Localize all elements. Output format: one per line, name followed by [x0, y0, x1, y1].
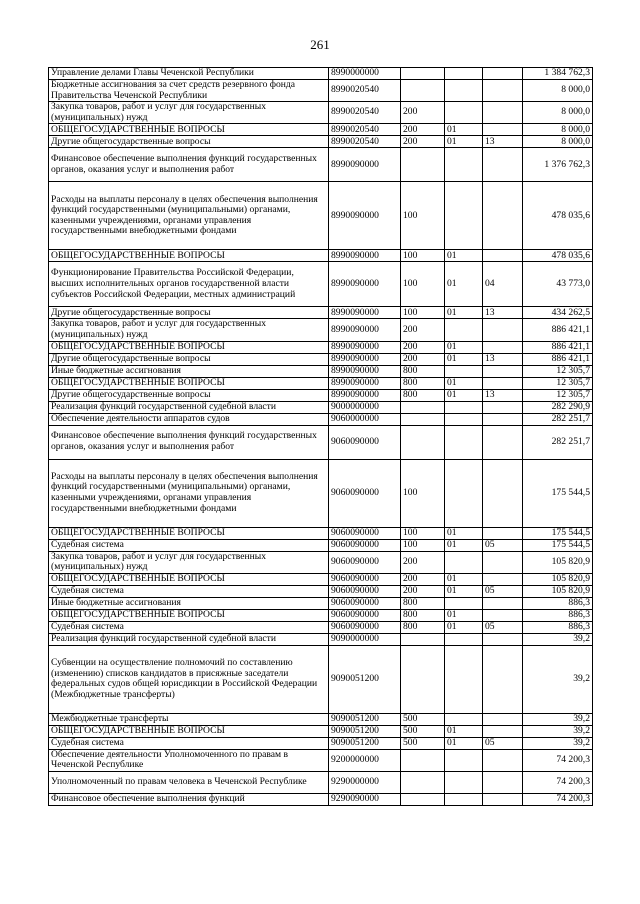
- cell-name: Другие общегосударственные вопросы: [49, 353, 329, 365]
- cell-rz: 01: [445, 136, 483, 148]
- cell-pr: [483, 713, 523, 725]
- cell-amount: 12 305,7: [523, 389, 593, 401]
- cell-csr: 8990090000: [329, 182, 401, 250]
- cell-amount: 175 544,5: [523, 459, 593, 527]
- cell-name: ОБЩЕГОСУДАРСТВЕННЫЕ ВОПРОСЫ: [49, 609, 329, 621]
- cell-csr: 9060090000: [329, 597, 401, 609]
- cell-name: Иные бюджетные ассигнования: [49, 597, 329, 609]
- cell-rz: [445, 793, 483, 805]
- cell-pr: [483, 377, 523, 389]
- cell-csr: 9060090000: [329, 585, 401, 597]
- cell-name: Другие общегосударственные вопросы: [49, 136, 329, 148]
- cell-csr: 8990090000: [329, 365, 401, 377]
- cell-csr: 8990090000: [329, 389, 401, 401]
- cell-amount: 43 773,0: [523, 262, 593, 307]
- cell-amount: 12 305,7: [523, 377, 593, 389]
- cell-rz: [445, 459, 483, 527]
- cell-vr: 800: [401, 621, 445, 633]
- table-row: [49, 737, 593, 749]
- cell-csr: 9290000000: [329, 771, 401, 793]
- cell-rz: 01: [445, 725, 483, 737]
- cell-csr: 9000000000: [329, 401, 401, 413]
- cell-vr: 100: [401, 250, 445, 262]
- cell-rz: 01: [445, 250, 483, 262]
- cell-rz: [445, 365, 483, 377]
- table-row: [49, 262, 593, 307]
- cell-vr: 800: [401, 365, 445, 377]
- cell-amount: 886 421,1: [523, 319, 593, 341]
- cell-rz: [445, 633, 483, 645]
- cell-amount: 886 421,1: [523, 353, 593, 365]
- cell-vr: [401, 68, 445, 80]
- table-row: [49, 527, 593, 539]
- cell-pr: 13: [483, 353, 523, 365]
- cell-vr: 100: [401, 307, 445, 319]
- cell-amount: 74 200,3: [523, 771, 593, 793]
- cell-amount: 39,2: [523, 725, 593, 737]
- cell-vr: [401, 401, 445, 413]
- cell-vr: 800: [401, 377, 445, 389]
- cell-pr: [483, 793, 523, 805]
- cell-name: ОБЩЕГОСУДАРСТВЕННЫЕ ВОПРОСЫ: [49, 250, 329, 262]
- cell-amount: 39,2: [523, 645, 593, 713]
- cell-amount: 39,2: [523, 737, 593, 749]
- cell-vr: 100: [401, 262, 445, 307]
- cell-vr: [401, 633, 445, 645]
- cell-vr: [401, 793, 445, 805]
- cell-amount: 282 251,7: [523, 425, 593, 459]
- cell-vr: 500: [401, 737, 445, 749]
- cell-csr: 8990090000: [329, 262, 401, 307]
- cell-rz: [445, 148, 483, 182]
- cell-vr: 200: [401, 319, 445, 341]
- cell-vr: 100: [401, 539, 445, 551]
- cell-pr: [483, 250, 523, 262]
- cell-amount: 74 200,3: [523, 793, 593, 805]
- table-row: [49, 341, 593, 353]
- cell-amount: 886,3: [523, 597, 593, 609]
- cell-csr: 9060090000: [329, 539, 401, 551]
- cell-pr: [483, 413, 523, 425]
- cell-vr: 200: [401, 136, 445, 148]
- cell-pr: 04: [483, 262, 523, 307]
- table-row: [49, 633, 593, 645]
- table-row: [49, 68, 593, 80]
- cell-csr: 8990020540: [329, 102, 401, 124]
- table-row: [49, 749, 593, 771]
- cell-rz: 01: [445, 621, 483, 633]
- cell-pr: [483, 102, 523, 124]
- cell-csr: 8990090000: [329, 319, 401, 341]
- table-row: [49, 539, 593, 551]
- cell-name: Судебная система: [49, 539, 329, 551]
- cell-vr: 100: [401, 182, 445, 250]
- cell-rz: 01: [445, 585, 483, 597]
- cell-csr: 9090000000: [329, 633, 401, 645]
- cell-vr: [401, 413, 445, 425]
- cell-amount: 12 305,7: [523, 365, 593, 377]
- cell-rz: [445, 713, 483, 725]
- cell-csr: 9060090000: [329, 621, 401, 633]
- cell-name: Межбюджетные трансферты: [49, 713, 329, 725]
- cell-amount: 74 200,3: [523, 749, 593, 771]
- cell-name: Закупка товаров, работ и услуг для государственных (муниципальных) нужд: [49, 319, 329, 341]
- cell-name: Обеспечение деятельности Уполномоченного по правам в Чеченской Республике: [49, 749, 329, 771]
- cell-rz: 01: [445, 737, 483, 749]
- table-row: [49, 713, 593, 725]
- cell-vr: 200: [401, 124, 445, 136]
- cell-pr: 05: [483, 621, 523, 633]
- cell-vr: 800: [401, 609, 445, 621]
- cell-rz: [445, 425, 483, 459]
- cell-csr: 8990090000: [329, 250, 401, 262]
- cell-amount: 105 820,9: [523, 573, 593, 585]
- table-row: [49, 377, 593, 389]
- cell-rz: 01: [445, 341, 483, 353]
- cell-vr: [401, 148, 445, 182]
- cell-rz: [445, 68, 483, 80]
- table-row: [49, 793, 593, 805]
- cell-pr: [483, 68, 523, 80]
- cell-vr: [401, 771, 445, 793]
- cell-rz: [445, 413, 483, 425]
- cell-vr: 500: [401, 725, 445, 737]
- cell-pr: [483, 148, 523, 182]
- cell-name: ОБЩЕГОСУДАРСТВЕННЫЕ ВОПРОСЫ: [49, 573, 329, 585]
- cell-rz: [445, 771, 483, 793]
- cell-csr: 8990090000: [329, 341, 401, 353]
- cell-name: Обеспечение деятельности аппаратов судов: [49, 413, 329, 425]
- cell-rz: [445, 182, 483, 250]
- cell-pr: [483, 527, 523, 539]
- cell-amount: 8 000,0: [523, 124, 593, 136]
- cell-pr: [483, 401, 523, 413]
- table-row: [49, 182, 593, 250]
- cell-vr: [401, 645, 445, 713]
- cell-amount: 478 035,6: [523, 250, 593, 262]
- cell-csr: 9060000000: [329, 413, 401, 425]
- table-row: [49, 389, 593, 401]
- cell-csr: 8990090000: [329, 148, 401, 182]
- cell-rz: 01: [445, 609, 483, 621]
- table-row: [49, 102, 593, 124]
- table-row: [49, 307, 593, 319]
- table-row: [49, 645, 593, 713]
- table-row: [49, 148, 593, 182]
- cell-name: Закупка товаров, работ и услуг для государственных (муниципальных) нужд: [49, 551, 329, 573]
- table-row: [49, 771, 593, 793]
- cell-csr: 9060090000: [329, 527, 401, 539]
- cell-pr: [483, 365, 523, 377]
- cell-name: ОБЩЕГОСУДАРСТВЕННЫЕ ВОПРОСЫ: [49, 725, 329, 737]
- cell-csr: 9090051200: [329, 737, 401, 749]
- cell-pr: 05: [483, 585, 523, 597]
- cell-rz: 01: [445, 389, 483, 401]
- table-row: [49, 597, 593, 609]
- cell-amount: 175 544,5: [523, 539, 593, 551]
- cell-name: Расходы на выплаты персоналу в целях обеспечения выполнения функций государственными (муниципальными) органами, казенными учреждениями, органами управления государственными внебюджетными фондами: [49, 182, 329, 250]
- cell-amount: 886 421,1: [523, 341, 593, 353]
- cell-name: ОБЩЕГОСУДАРСТВЕННЫЕ ВОПРОСЫ: [49, 377, 329, 389]
- cell-name: Финансовое обеспечение выполнения функций государственных органов, оказания услуг и выполнения работ: [49, 425, 329, 459]
- cell-rz: 01: [445, 527, 483, 539]
- cell-pr: [483, 645, 523, 713]
- cell-vr: 200: [401, 573, 445, 585]
- budget-table-body: [49, 68, 593, 806]
- cell-csr: 9090051200: [329, 725, 401, 737]
- cell-rz: 01: [445, 539, 483, 551]
- cell-vr: 100: [401, 527, 445, 539]
- cell-amount: 282 290,9: [523, 401, 593, 413]
- cell-csr: 9060090000: [329, 551, 401, 573]
- cell-amount: 8 000,0: [523, 136, 593, 148]
- cell-amount: 478 035,6: [523, 182, 593, 250]
- cell-amount: 886,3: [523, 621, 593, 633]
- cell-pr: [483, 80, 523, 102]
- cell-pr: 13: [483, 307, 523, 319]
- cell-rz: [445, 597, 483, 609]
- cell-name: Иные бюджетные ассигнования: [49, 365, 329, 377]
- cell-vr: 200: [401, 353, 445, 365]
- cell-rz: 01: [445, 124, 483, 136]
- cell-pr: [483, 182, 523, 250]
- cell-name: Функционирование Правительства Российской Федерации, высших исполнительных органов государственной власти субъектов Российской Федерации, местных администраций: [49, 262, 329, 307]
- table-row: [49, 353, 593, 365]
- cell-name: Реализация функций государственной судебной власти: [49, 401, 329, 413]
- cell-vr: [401, 425, 445, 459]
- cell-csr: 8990090000: [329, 307, 401, 319]
- cell-amount: 282 251,7: [523, 413, 593, 425]
- cell-amount: 39,2: [523, 633, 593, 645]
- cell-pr: [483, 124, 523, 136]
- cell-name: Судебная система: [49, 737, 329, 749]
- cell-csr: 9290090000: [329, 793, 401, 805]
- cell-name: Субвенции на осуществление полномочий по составлению (изменению) списков кандидатов в присяжные заседатели федеральных судов общей юрисдикции в Российской Федерации (Межбюджетные трансферты): [49, 645, 329, 713]
- cell-pr: [483, 749, 523, 771]
- table-row: [49, 401, 593, 413]
- cell-vr: 500: [401, 713, 445, 725]
- cell-vr: 200: [401, 551, 445, 573]
- cell-csr: 9060090000: [329, 459, 401, 527]
- cell-csr: 8990020540: [329, 136, 401, 148]
- table-row: [49, 621, 593, 633]
- cell-csr: 8990020540: [329, 80, 401, 102]
- cell-amount: 39,2: [523, 713, 593, 725]
- cell-rz: 01: [445, 377, 483, 389]
- budget-table: [48, 67, 593, 806]
- cell-name: Закупка товаров, работ и услуг для государственных (муниципальных) нужд: [49, 102, 329, 124]
- table-row: [49, 459, 593, 527]
- cell-rz: 01: [445, 307, 483, 319]
- table-row: [49, 136, 593, 148]
- cell-amount: 105 820,9: [523, 585, 593, 597]
- cell-csr: 9200000000: [329, 749, 401, 771]
- table-row: [49, 413, 593, 425]
- cell-vr: 100: [401, 459, 445, 527]
- cell-name: Управление делами Главы Чеченской Республики: [49, 68, 329, 80]
- cell-csr: 9090051200: [329, 713, 401, 725]
- cell-vr: [401, 749, 445, 771]
- cell-pr: [483, 551, 523, 573]
- cell-vr: [401, 80, 445, 102]
- cell-csr: 9060090000: [329, 425, 401, 459]
- cell-pr: [483, 725, 523, 737]
- cell-vr: 200: [401, 585, 445, 597]
- cell-name: ОБЩЕГОСУДАРСТВЕННЫЕ ВОПРОСЫ: [49, 341, 329, 353]
- table-row: [49, 365, 593, 377]
- cell-name: Финансовое обеспечение выполнения функций: [49, 793, 329, 805]
- cell-name: ОБЩЕГОСУДАРСТВЕННЫЕ ВОПРОСЫ: [49, 527, 329, 539]
- cell-csr: 8990020540: [329, 124, 401, 136]
- cell-rz: [445, 401, 483, 413]
- cell-pr: [483, 633, 523, 645]
- cell-csr: 8990090000: [329, 353, 401, 365]
- cell-rz: 01: [445, 262, 483, 307]
- cell-vr: 800: [401, 597, 445, 609]
- cell-amount: 8 000,0: [523, 102, 593, 124]
- table-row: [49, 80, 593, 102]
- cell-name: ОБЩЕГОСУДАРСТВЕННЫЕ ВОПРОСЫ: [49, 124, 329, 136]
- cell-name: Финансовое обеспечение выполнения функций государственных органов, оказания услуг и выполнения работ: [49, 148, 329, 182]
- page-number: 261: [310, 37, 330, 52]
- cell-vr: 200: [401, 102, 445, 124]
- table-row: [49, 585, 593, 597]
- cell-name: Судебная система: [49, 585, 329, 597]
- cell-name: Расходы на выплаты персоналу в целях обеспечения выполнения функций государственными (муниципальными) органами, казенными учреждениями, органами управления государственными внебюджетными фондами: [49, 459, 329, 527]
- table-row: [49, 124, 593, 136]
- table-row: [49, 573, 593, 585]
- cell-name: Бюджетные ассигнования за счет средств резервного фонда Правительства Чеченской Республики: [49, 80, 329, 102]
- cell-csr: 8990090000: [329, 377, 401, 389]
- cell-pr: 05: [483, 539, 523, 551]
- cell-amount: 105 820,9: [523, 551, 593, 573]
- cell-csr: 9060090000: [329, 573, 401, 585]
- cell-pr: [483, 319, 523, 341]
- cell-amount: 886,3: [523, 609, 593, 621]
- cell-rz: [445, 749, 483, 771]
- cell-csr: 9060090000: [329, 609, 401, 621]
- table-row: [49, 725, 593, 737]
- cell-rz: [445, 551, 483, 573]
- cell-amount: 8 000,0: [523, 80, 593, 102]
- table-row: [49, 319, 593, 341]
- cell-amount: 1 384 762,3: [523, 68, 593, 80]
- table-row: [49, 425, 593, 459]
- cell-rz: [445, 80, 483, 102]
- cell-pr: 13: [483, 389, 523, 401]
- cell-pr: [483, 609, 523, 621]
- cell-pr: [483, 459, 523, 527]
- cell-rz: 01: [445, 353, 483, 365]
- cell-amount: 434 262,5: [523, 307, 593, 319]
- cell-rz: [445, 645, 483, 713]
- cell-pr: 13: [483, 136, 523, 148]
- cell-pr: [483, 425, 523, 459]
- cell-name: Судебная система: [49, 621, 329, 633]
- table-row: [49, 551, 593, 573]
- cell-pr: [483, 341, 523, 353]
- table-row: [49, 609, 593, 621]
- cell-vr: 200: [401, 341, 445, 353]
- cell-rz: [445, 319, 483, 341]
- cell-rz: [445, 102, 483, 124]
- cell-rz: 01: [445, 573, 483, 585]
- cell-amount: 1 376 762,3: [523, 148, 593, 182]
- cell-pr: 05: [483, 737, 523, 749]
- cell-vr: 800: [401, 389, 445, 401]
- cell-pr: [483, 771, 523, 793]
- cell-name: Другие общегосударственные вопросы: [49, 307, 329, 319]
- cell-csr: 9090051200: [329, 645, 401, 713]
- cell-csr: 8990000000: [329, 68, 401, 80]
- cell-pr: [483, 597, 523, 609]
- table-row: [49, 250, 593, 262]
- cell-name: Реализация функций государственной судебной власти: [49, 633, 329, 645]
- cell-name: Другие общегосударственные вопросы: [49, 389, 329, 401]
- cell-name: Уполномоченный по правам человека в Чеченской Республике: [49, 771, 329, 793]
- cell-amount: 175 544,5: [523, 527, 593, 539]
- cell-pr: [483, 573, 523, 585]
